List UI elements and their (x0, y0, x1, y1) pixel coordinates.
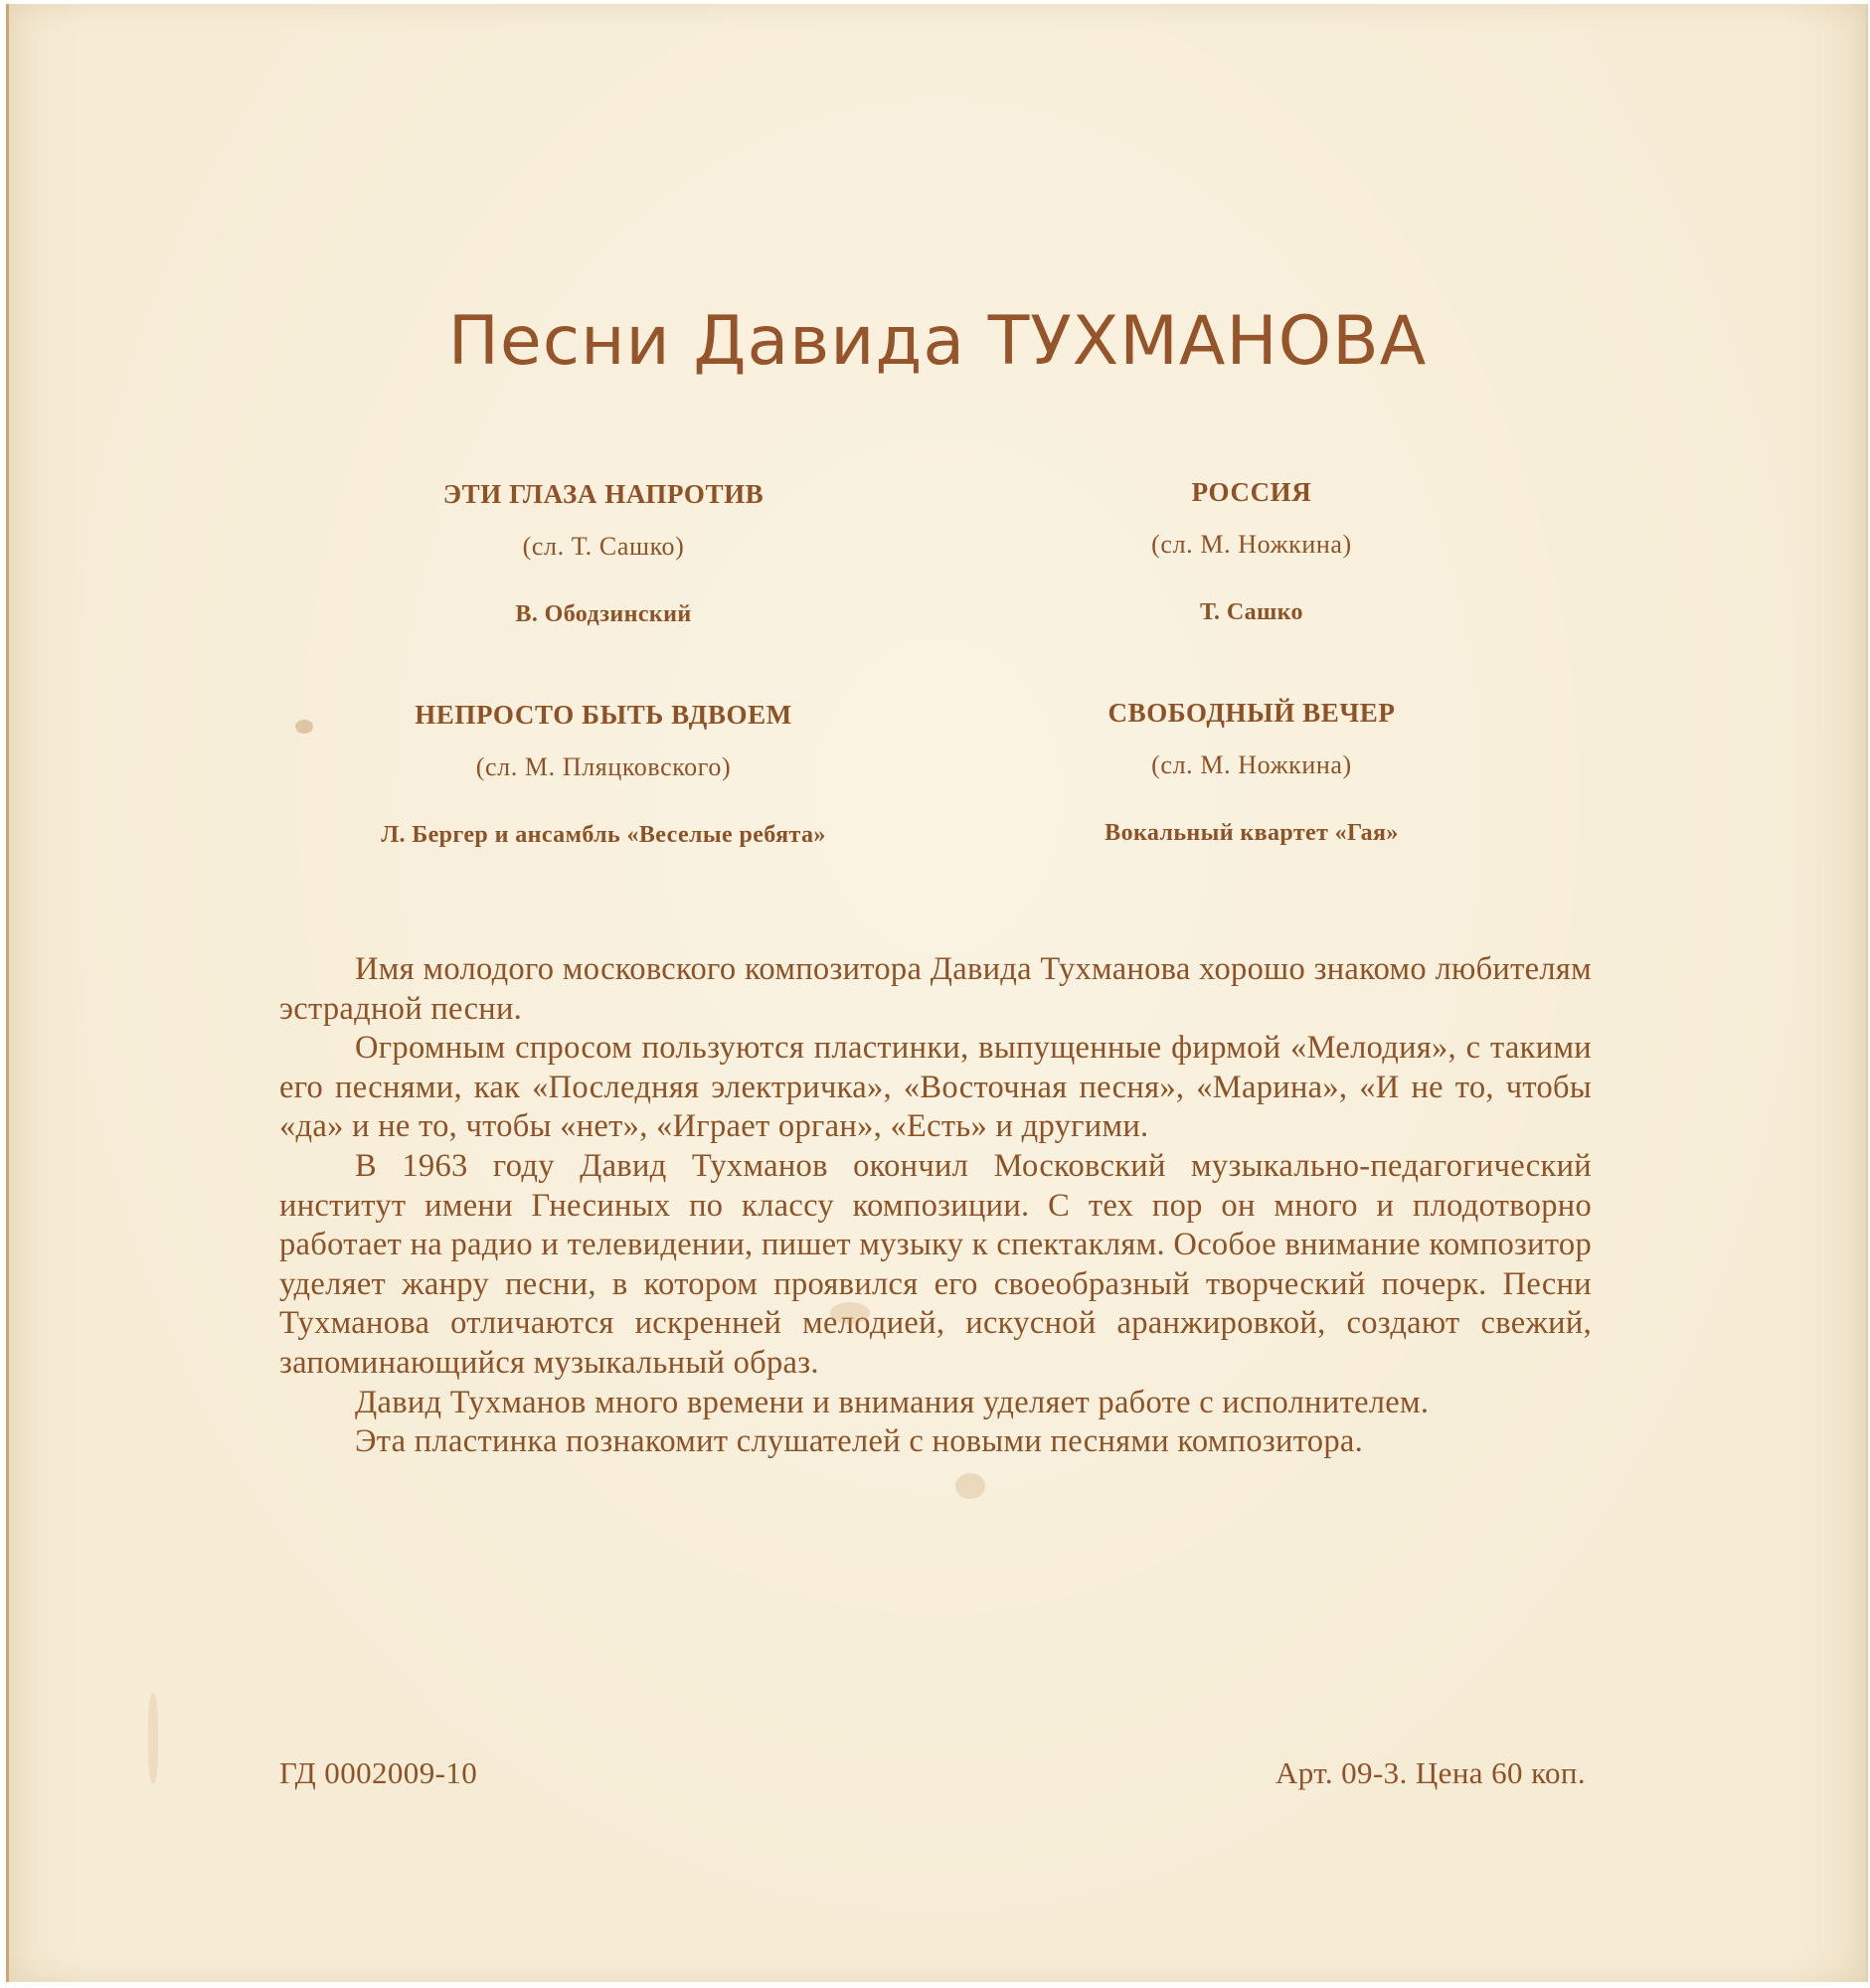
paper-stain (148, 1694, 158, 1783)
track-lyricist: (сл. М. Ножкина) (1151, 530, 1352, 559)
track-title: РОССИЯ (1191, 477, 1312, 507)
track-lyricist: (сл. Т. Сашко) (522, 532, 685, 561)
price-label: Арт. 09-3. Цена 60 коп. (1275, 1755, 1586, 1790)
paragraph: Давид Тухманов много времени и внимания уделяет работе с исполнителем. (355, 1384, 1430, 1420)
paper-stain (955, 1473, 985, 1499)
track-title: НЕПРОСТО БЫТЬ ВДВОЕМ (415, 700, 792, 730)
paper-stain (830, 1302, 870, 1324)
track-performer: Вокальный квартет «Гая» (1105, 820, 1399, 846)
paragraph: Эта пластинка познакомит слушателей с новыми песнями композитора. (355, 1423, 1364, 1460)
track-performer: Т. Сашко (1200, 599, 1303, 625)
paragraph: Огромным спросом пользуются пластинки, выпущенные фирмой «Мелодия», с такими его песнями, как «Последняя электричка», «Восточная песня», «Марина», «И не то, чтобы «да» и не то, чтобы «нет», «Играет орган», «Есть» и другими. (279, 1030, 1592, 1145)
track-performer: Л. Бергер и ансамбль «Веселые ребята» (381, 822, 826, 848)
track-performer: В. Ободзинский (515, 601, 692, 627)
track-4 (943, 698, 1560, 847)
paper-stain (295, 720, 313, 734)
paragraph: В 1963 году Давид Тухманов окончил Московский музыкально-педагогический институт имени Гнесиных по классу композиции. С тех пор он много и плодотворно работает на радио и телевидении, пишет музыку к спектаклям. Особое внимание композитор уделяет жанру песни, в котором проявился его своеобразный творческий почерк. Песни Тухманова отличаются искренней мелодией, искусной аранжировкой, создают свежий, запоминающийся музыкальный образ. (279, 1147, 1592, 1381)
track-1 (295, 479, 912, 628)
track-3 (295, 700, 912, 849)
annotation-text (279, 950, 1592, 1462)
track-title: ЭТИ ГЛАЗА НАПРОТИВ (442, 479, 765, 509)
track-2 (943, 477, 1560, 626)
track-title: СВОБОДНЫЙ ВЕЧЕР (1107, 698, 1396, 728)
paragraph: Имя молодого московского композитора Давида Тухманова хорошо знакомо любителям эстрадной песни. (279, 951, 1592, 1027)
track-lyricist: (сл. М. Ножкина) (1151, 750, 1352, 779)
catalog-number: ГД 0002009-10 (279, 1755, 478, 1790)
record-sleeve-page (6, 4, 1868, 1982)
page-title: Песни Давида ТУХМАНОВА (447, 302, 1428, 381)
track-lyricist: (сл. М. Пляцковского) (475, 752, 732, 781)
